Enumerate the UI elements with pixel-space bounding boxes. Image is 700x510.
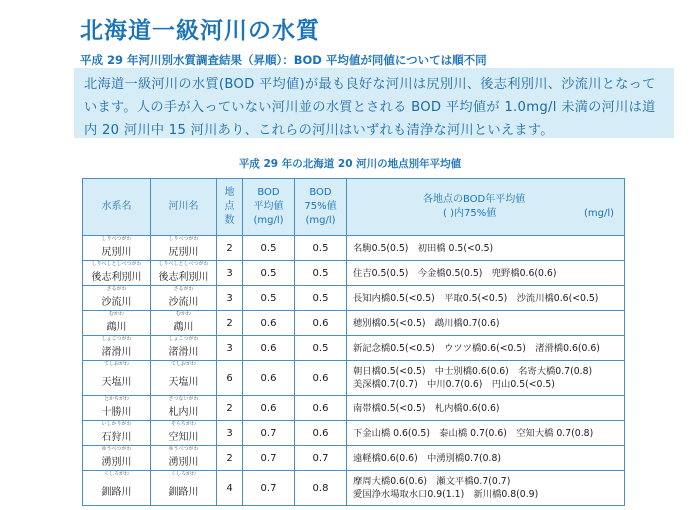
- cell-points: 4: [217, 471, 243, 506]
- cell-river-text: 渚滑川: [168, 347, 199, 358]
- system-furigana: むかわ: [108, 311, 124, 317]
- river-furigana: しりべしとしべつがわ: [158, 261, 209, 267]
- point-values-line: 遠軽橋0.6(0.6) 中湧別橋0.7(0.8): [353, 452, 502, 464]
- header-notes: [347, 179, 625, 236]
- cell-system-text: 渚滑川: [101, 347, 132, 358]
- cell-system: [83, 361, 151, 396]
- cell-bod-avg: 0.6: [243, 336, 295, 361]
- river-furigana: てしおがわ: [170, 361, 196, 367]
- cell-points: 3: [217, 421, 243, 446]
- cell-points: 2: [217, 236, 243, 261]
- cell-river: [151, 361, 217, 396]
- cell-bod-75: 0.5: [295, 236, 347, 261]
- cell-points: 3: [217, 261, 243, 286]
- cell-bod-75: 0.5: [295, 336, 347, 361]
- cell-system-text: 天塩川: [101, 377, 132, 388]
- cell-river-text: 湧別川: [168, 457, 199, 468]
- cell-system-text: 十勝川: [101, 407, 132, 418]
- cell-river-text: 札内川: [168, 407, 199, 418]
- table-row: [83, 446, 625, 471]
- cell-bod-75: 0.6: [295, 396, 347, 421]
- point-values-line: 名駒0.5(0.5) 初田橋 0.5(<0.5): [353, 242, 494, 254]
- cell-river: [151, 261, 217, 286]
- river-furigana: さつないがわ: [168, 396, 199, 402]
- cell-points: 2: [217, 311, 243, 336]
- cell-river-text: 鵡川: [173, 322, 194, 333]
- page-title: 北海道一級河川の水質: [80, 18, 320, 44]
- cell-river-text: 沙流川: [168, 297, 199, 308]
- cell-system-text: 石狩川: [101, 432, 132, 443]
- header-points: 地点数: [217, 179, 243, 236]
- cell-bod-avg: 0.5: [243, 286, 295, 311]
- cell-river: [151, 236, 217, 261]
- point-values-line: 下金山橋 0.6(0.5) 泰山橋 0.7(0.6) 空知大橋 0.7(0.8): [353, 427, 594, 439]
- header-notes-line1: 各地点のBOD年平均値: [423, 194, 526, 205]
- cell-river: [151, 311, 217, 336]
- cell-point-values: [347, 336, 625, 361]
- cell-system-text: 尻別川: [101, 247, 132, 258]
- point-values-line: 愛国浄水場取水口0.9(1.1) 新川橋0.8(0.9): [353, 489, 539, 500]
- table-row: [83, 361, 625, 396]
- table-row: [83, 396, 625, 421]
- cell-river: [151, 421, 217, 446]
- table-caption: 平成 29 年の北海道 20 河川の地点別年平均値: [238, 158, 462, 170]
- system-furigana: とかちがわ: [103, 396, 129, 402]
- cell-bod-avg: 0.7: [243, 421, 295, 446]
- cell-point-values: [347, 236, 625, 261]
- cell-point-values: [347, 471, 625, 506]
- table-row: [83, 261, 625, 286]
- cell-point-values: [347, 261, 625, 286]
- cell-point-values: [347, 286, 625, 311]
- cell-system: [83, 446, 151, 471]
- river-furigana: くしろがわ: [170, 471, 196, 477]
- cell-points: 6: [217, 361, 243, 396]
- river-furigana: しょこつがわ: [168, 336, 199, 342]
- cell-bod-avg: 0.7: [243, 471, 295, 506]
- system-furigana: いしかりがわ: [101, 421, 132, 427]
- header-river: 河川名: [151, 179, 217, 236]
- cell-river-text: 空知川: [168, 432, 199, 443]
- cell-river-text: 尻別川: [168, 247, 199, 258]
- table-body: [83, 236, 625, 506]
- table-row: [83, 471, 625, 506]
- point-values-line: 美深橋0.7(0.7) 中川0.7(0.6) 円山0.5(<0.5): [353, 379, 555, 390]
- cell-river: [151, 336, 217, 361]
- cell-river-text: 天塩川: [168, 377, 199, 388]
- cell-bod-75: 0.6: [295, 311, 347, 336]
- point-values-line: 新記念橋0.5(<0.5) ウツツ橋0.6(<0.5) 渚滑橋0.6(0.6): [353, 342, 600, 354]
- river-furigana: しりべつがわ: [168, 236, 199, 242]
- cell-bod-avg: 0.7: [243, 446, 295, 471]
- cell-system-text: 鵡川: [106, 322, 127, 333]
- table-row: [83, 421, 625, 446]
- cell-point-values: [347, 446, 625, 471]
- point-values-line: 南帯橋0.5(<0.5) 札内橋0.6(0.6): [353, 402, 500, 414]
- cell-points: 2: [217, 396, 243, 421]
- cell-bod-avg: 0.5: [243, 236, 295, 261]
- cell-points: 2: [217, 446, 243, 471]
- cell-point-values: [347, 311, 625, 336]
- cell-points: 3: [217, 286, 243, 311]
- cell-system: [83, 286, 151, 311]
- cell-system: [83, 421, 151, 446]
- cell-river-text: 後志利別川: [158, 272, 209, 283]
- cell-bod-75: 0.8: [295, 471, 347, 506]
- cell-river: [151, 471, 217, 506]
- point-values-line: 穂別橋0.5(<0.5) 鵡川橋0.7(0.6): [353, 317, 500, 329]
- cell-bod-75: 0.7: [295, 446, 347, 471]
- cell-river-text: 釧路川: [168, 487, 199, 498]
- cell-system: [83, 471, 151, 506]
- river-furigana: さるがわ: [173, 286, 194, 292]
- header-bod-75: BOD 75%値 (mg/l): [295, 179, 347, 236]
- cell-system-text: 釧路川: [101, 487, 132, 498]
- cell-bod-75: 0.5: [295, 261, 347, 286]
- header-system: 水系名: [83, 179, 151, 236]
- cell-system: [83, 311, 151, 336]
- river-furigana: ゆうべつがわ: [168, 446, 199, 452]
- header-bod-avg: BOD 平均値 (mg/l): [243, 179, 295, 236]
- cell-bod-avg: 0.5: [243, 261, 295, 286]
- cell-point-values: [347, 396, 625, 421]
- cell-point-values: [347, 361, 625, 396]
- cell-system: [83, 336, 151, 361]
- table-row: [83, 236, 625, 261]
- cell-bod-avg: 0.6: [243, 396, 295, 421]
- table-header: [83, 179, 625, 236]
- cell-point-values: [347, 421, 625, 446]
- system-furigana: さるがわ: [106, 286, 127, 292]
- system-furigana: くしろがわ: [103, 471, 129, 477]
- table-row: [83, 311, 625, 336]
- cell-bod-75: 0.6: [295, 421, 347, 446]
- river-furigana: むかわ: [175, 311, 191, 317]
- point-values-line: 住吉0.5(0.5) 今金橋0.5(0.5) 兜野橋0.6(0.6): [353, 267, 557, 279]
- river-furigana: そらちがわ: [170, 421, 196, 427]
- cell-system: [83, 236, 151, 261]
- system-furigana: しりべしとしべつがわ: [91, 261, 142, 267]
- cell-bod-75: 0.5: [295, 286, 347, 311]
- cell-bod-avg: 0.6: [243, 311, 295, 336]
- water-quality-table: [82, 178, 625, 506]
- system-furigana: しょこつがわ: [101, 336, 132, 342]
- table-row: [83, 286, 625, 311]
- system-furigana: てしおがわ: [103, 361, 129, 367]
- cell-river: [151, 396, 217, 421]
- header-notes-line2: ( )内75%値: [443, 208, 497, 219]
- cell-system: [83, 261, 151, 286]
- table-row: [83, 336, 625, 361]
- cell-system-text: 沙流川: [101, 297, 132, 308]
- cell-river: [151, 286, 217, 311]
- cell-points: 3: [217, 336, 243, 361]
- header-notes-unit: (mg/l): [583, 208, 614, 219]
- cell-system-text: 湧別川: [101, 457, 132, 468]
- page-subtitle: 平成 29 年河川別水質調査結果（昇順）：BOD 平均値が同値については順不同: [80, 53, 487, 67]
- point-values-line: 長知内橋0.5(<0.5) 平取0.5(<0.5) 沙流川橋0.6(<0.5): [353, 292, 599, 304]
- cell-bod-75: 0.6: [295, 361, 347, 396]
- cell-bod-avg: 0.6: [243, 361, 295, 396]
- cell-system: [83, 396, 151, 421]
- cell-system-text: 後志利別川: [91, 272, 142, 283]
- point-values-line: 摩周大橋0.6(0.6) 瀬文平橋0.7(0.7): [353, 476, 511, 487]
- system-furigana: ゆうべつがわ: [101, 446, 132, 452]
- cell-river: [151, 446, 217, 471]
- point-values-line: 朝日橋0.5(<0.5) 中士別橋0.6(0.6) 名寄大橋0.7(0.8): [353, 366, 593, 377]
- intro-paragraph: 北海道一級河川の水質(BOD 平均値)が最も良好な河川は尻別川、後志利別川、沙流川となっています。人の手が入っていない河川並の水質とされる BOD 平均値が 1.0mg/l 未満の河川は道内 20 河川中 15 河川あり、これらの河川はいずれも清浄な河川といえます。: [74, 68, 674, 138]
- system-furigana: しりべつがわ: [101, 236, 132, 242]
